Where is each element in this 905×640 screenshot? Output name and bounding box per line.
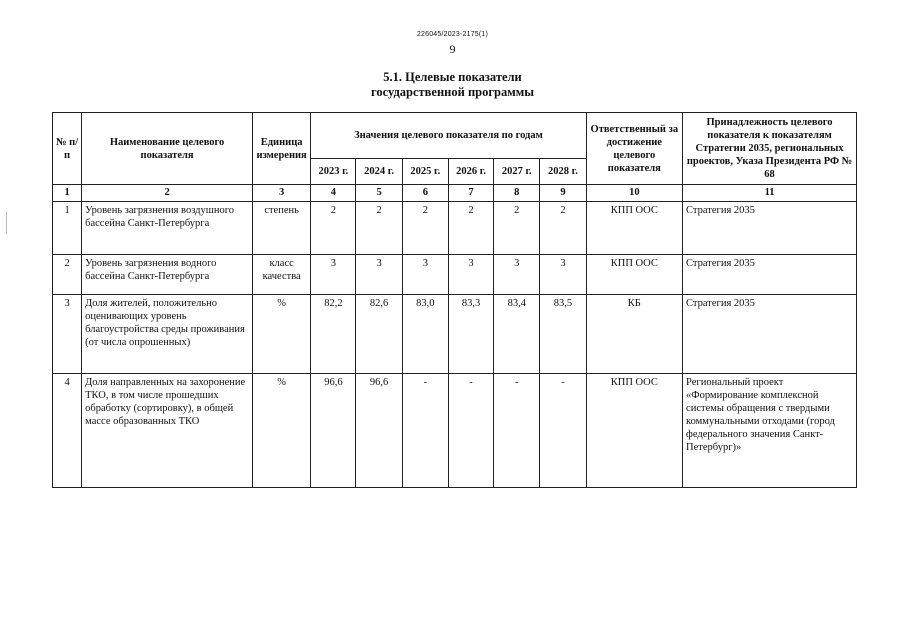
indicator-unit: % (252, 374, 310, 488)
indicator-name: Уровень загрязнения воздушного бассейна Санкт-Петербурга (82, 202, 253, 255)
indicator-value: 2 (540, 202, 586, 255)
indicator-value: 3 (311, 255, 356, 295)
table-row (53, 295, 857, 374)
indicator-value: 2 (402, 202, 448, 255)
header-year: 2026 г. (448, 159, 493, 185)
table-row (53, 374, 857, 488)
indicator-value: 82,2 (311, 295, 356, 374)
indicator-value: 2 (311, 202, 356, 255)
affiliation: Региональный проект «Формирование комплексной системы обращения с твердыми коммунальными отходами (город федерального значения Санкт-Петербург)» (683, 374, 857, 488)
column-number: 7 (448, 185, 493, 202)
responsible-body: КБ (586, 295, 682, 374)
column-number: 8 (494, 185, 540, 202)
target-indicators-table (52, 112, 857, 488)
title-line-2: государственной программы (370, 85, 535, 99)
column-number: 5 (356, 185, 402, 202)
header-year: 2024 г. (356, 159, 402, 185)
indicator-value: - (448, 374, 493, 488)
indicator-name: Доля жителей, положительно оценивающих уровень благоустройства среды проживания (от числа опрошенных) (82, 295, 253, 374)
header-year: 2028 г. (540, 159, 586, 185)
indicator-value: 83,4 (494, 295, 540, 374)
table-row (53, 202, 857, 255)
indicator-value: 82,6 (356, 295, 402, 374)
indicator-value: 3 (356, 255, 402, 295)
indicator-value: 96,6 (311, 374, 356, 488)
indicator-value: 2 (494, 202, 540, 255)
column-number: 10 (586, 185, 682, 202)
indicator-value: 2 (448, 202, 493, 255)
column-number: 2 (82, 185, 253, 202)
indicator-value: - (540, 374, 586, 488)
scan-margin-mark (6, 212, 7, 234)
indicator-value: - (494, 374, 540, 488)
responsible-body: КПП ООС (586, 255, 682, 295)
indicator-value: 83,0 (402, 295, 448, 374)
indicator-unit: класс качества (252, 255, 310, 295)
page-number: 9 (449, 42, 456, 56)
indicator-value: 83,5 (540, 295, 586, 374)
column-number: 4 (311, 185, 356, 202)
indicator-value: - (402, 374, 448, 488)
header-num: № п/п (53, 113, 82, 185)
row-num: 4 (53, 374, 82, 488)
affiliation: Стратегия 2035 (683, 295, 857, 374)
indicator-value: 96,6 (356, 374, 402, 488)
header-year: 2025 г. (402, 159, 448, 185)
responsible-body: КПП ООС (586, 202, 682, 255)
header-name: Наименование целевого показателя (82, 113, 253, 185)
header-year: 2027 г. (494, 159, 540, 185)
document-title (0, 70, 905, 100)
row-num: 1 (53, 202, 82, 255)
indicator-value: 3 (402, 255, 448, 295)
column-number: 9 (540, 185, 586, 202)
indicator-value: 3 (448, 255, 493, 295)
header-unit: Единица измерения (252, 113, 310, 185)
indicator-unit: степень (252, 202, 310, 255)
header-values-group: Значения целевого показателя по годам (311, 113, 586, 159)
indicator-name: Уровень загрязнения водного бассейна Санкт-Петербурга (82, 255, 253, 295)
header-responsible: Ответственный за достижение целевого показателя (586, 113, 682, 185)
responsible-body: КПП ООС (586, 374, 682, 488)
column-number: 6 (402, 185, 448, 202)
column-number: 1 (53, 185, 82, 202)
row-num: 2 (53, 255, 82, 295)
column-number: 11 (683, 185, 857, 202)
document-id: 226045/2023-2175(1) (416, 31, 489, 38)
indicator-value: 2 (356, 202, 402, 255)
indicator-value: 3 (494, 255, 540, 295)
header-affiliation: Принадлежность целевого показателя к показателям Стратегии 2035, региональных проектов, Указа Президента РФ № 68 (683, 113, 857, 185)
column-number: 3 (252, 185, 310, 202)
row-num: 3 (53, 295, 82, 374)
header-year: 2023 г. (311, 159, 356, 185)
indicator-unit: % (252, 295, 310, 374)
title-line-1: 5.1. Целевые показатели (383, 70, 522, 84)
table-row (53, 255, 857, 295)
column-numbers-row (53, 185, 857, 202)
affiliation: Стратегия 2035 (683, 202, 857, 255)
indicator-value: 83,3 (448, 295, 493, 374)
indicator-name: Доля направленных на захоронение ТКО, в том числе прошедших обработку (сортировку), в общей массе образованных ТКО (82, 374, 253, 488)
affiliation: Стратегия 2035 (683, 255, 857, 295)
indicator-value: 3 (540, 255, 586, 295)
